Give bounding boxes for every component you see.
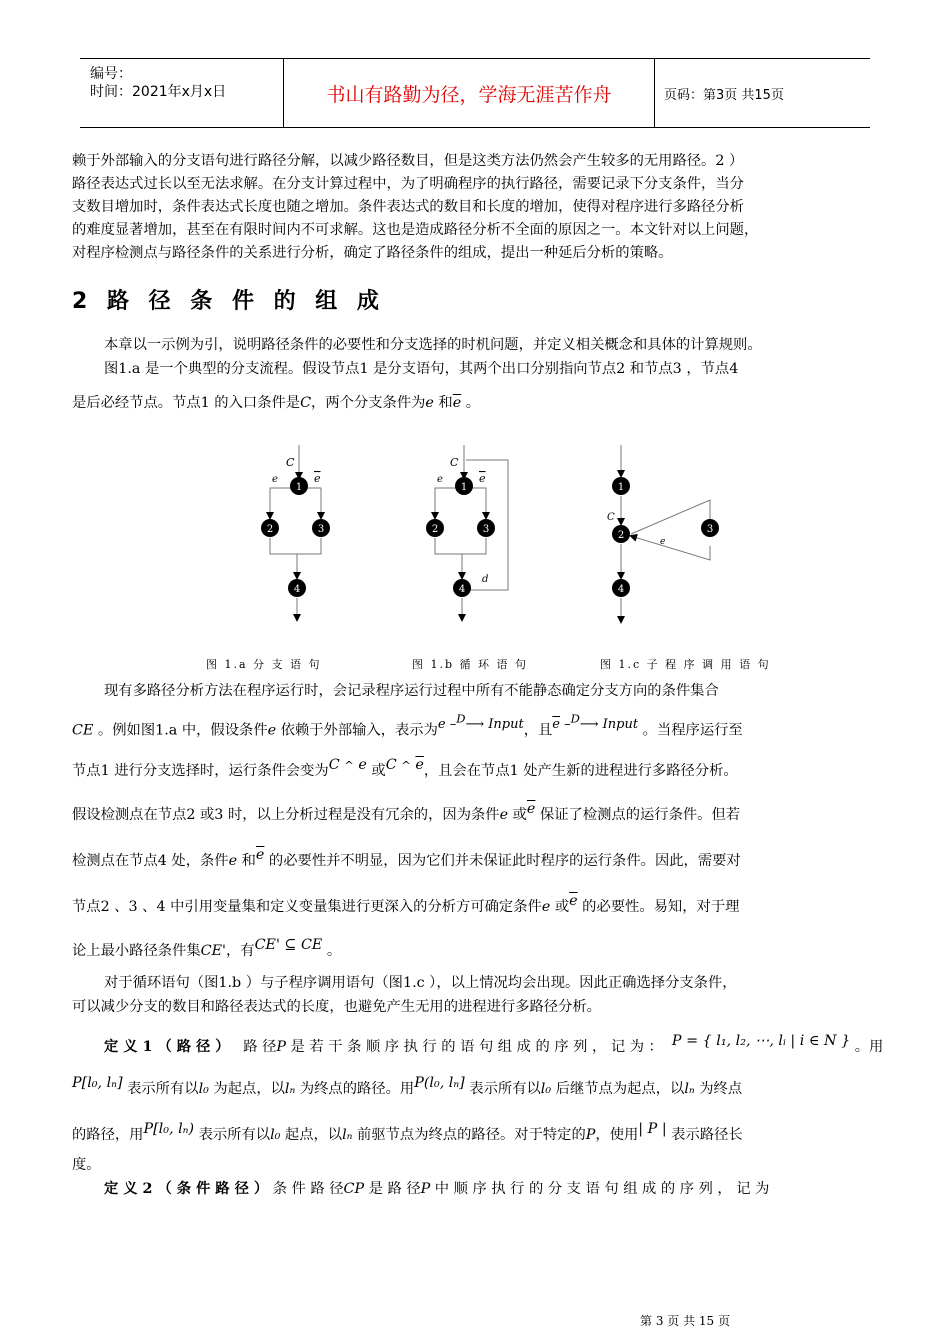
- para2-line: 节点1 进行分支选择时，运行条件会变为C ^ e 或C ^ $\overline{e}$，且会在节点1 处产生新的进程进行多路径分析。: [72, 757, 738, 779]
- para2-line: 论上最小路径条件集CE'，有CE' ⊆ CE 。: [72, 937, 342, 959]
- node-4: [288, 579, 306, 597]
- label-C: C: [450, 456, 459, 469]
- svg-text:4: 4: [458, 584, 466, 595]
- intro-line: 路径表达式过长以至无法求解。在分支计算过程中，为了明确程序的执行路径，需要记录下分支条件，当分: [72, 176, 744, 192]
- label-ebar: e: [314, 472, 321, 485]
- para3-line: 可以减少分支的数目和路径表达式的长度，也避免产生无用的进程进行多路径分析。: [72, 999, 601, 1015]
- para2-line: 假设检测点在节点2 或3 时，以上分析过程是没有冗余的，因为条件e 或$\overline{e}$ 保证了检测点的运行条件。但若: [72, 801, 741, 823]
- svg-text:3: 3: [706, 524, 714, 535]
- para2-line: 检测点在节点4 处，条件e 和$\overline{e}$ 的必要性并不明显，因为它们并未保证此时程序的运行条件。因此，需要对: [72, 847, 741, 869]
- intro-line: 赖于外部输入的分支语句进行路径分解，以减少路径数目，但是这类方法仍然会产生较多的无用路径。2 ）: [72, 153, 744, 169]
- svg-text:3: 3: [317, 524, 325, 535]
- definition-2: 定 义 2 （ 条 件 路 径 ） 条 件 路 径CP 是 路 径P 中 顺 序 执 行 的 分 支 语 句 组 成 的 序 列 ， 记 为: [104, 1181, 770, 1197]
- header-divider: [654, 59, 655, 127]
- intro-line: 对程序检测点与路径条件的关系进行分析，确定了路径条件的组成，提出一种延后分析的策略。: [72, 245, 673, 261]
- header-motto: 书山有路勤为径，学海无涯苦作舟: [326, 83, 612, 106]
- para1-line: 图1.a 是一个典型的分支流程。假设节点1 是分支语句，其两个出口分别指向节点2 和节点3 ，节点4: [104, 361, 739, 377]
- page-header: [80, 58, 870, 128]
- svg-text:4: 4: [617, 584, 625, 595]
- node-3: [312, 519, 330, 537]
- figure-caption: 图 1.c 子 程 序 调 用 语 句: [600, 658, 771, 671]
- definition-1: 定 义 1 （ 路 径 ） 路 径P 是 若 干 条 顺 序 执 行 的 语 句 组 成 的 序 列 ， 记 为 ： P = { l₁, l₂, ⋯, lᵢ | i ∈ N } 。用: [104, 1033, 884, 1055]
- svg-text:1: 1: [617, 482, 625, 493]
- svg-text:4: 4: [293, 584, 301, 595]
- label-ebar: e: [479, 472, 486, 485]
- definition-1-line: 的路径，用P[l₀, lₙ) 表示所有以l₀ 起点，以lₙ 前驱节点为终点的路径。对于特定的P，使用| P | 表示路径长: [72, 1121, 743, 1143]
- definition-1-label: 定 义 1 （ 路 径 ）: [104, 1039, 230, 1055]
- node-2: [261, 519, 279, 537]
- label-C: C: [607, 512, 615, 523]
- intro-line: 的难度显著增加，甚至在有限时间内不可求解。这也是造成路径分析不全面的原因之一。本文针对以上问题，: [72, 222, 759, 238]
- label-C: C: [286, 456, 295, 469]
- node-1: [290, 477, 308, 495]
- page-footer: 第 3 页 共 15 页: [640, 1314, 730, 1328]
- node-3: [701, 519, 719, 537]
- doc-time-label: 时间：2021年x月x日: [90, 84, 227, 100]
- label-e: e: [272, 474, 278, 485]
- header-meta: [80, 59, 293, 127]
- svg-text:2: 2: [266, 524, 274, 535]
- para1-line: 是后必经节点。节点1 的入口条件是C，两个分支条件为e 和$\overline{e}$ 。: [72, 395, 481, 411]
- input-formula: e –$^D$⟶ Input: [437, 712, 524, 733]
- para2-line: 现有多路径分析方法在程序运行时，会记录程序运行过程中所有不能静态确定分支方向的条件集合: [104, 683, 719, 699]
- definition-1-line: P[l₀, lₙ] 表示所有以l₀ 为起点，以lₙ 为终点的路径。用P(l₀, lₙ] 表示所有以l₀ 后继节点为起点，以lₙ 为终点: [72, 1075, 743, 1097]
- figure-caption: 图 1.b 循 环 语 句: [412, 658, 529, 671]
- para3-line: 对于循环语句（图1.b ）与子程序调用语句（图1.c ），以上情况均会出现。因此正确选择分支条件，: [104, 975, 737, 991]
- definition-1-line: 度。: [72, 1157, 101, 1173]
- para1-line: 本章以一示例为引，说明路径条件的必要性和分支选择的时机问题，并定义相关概念和具体的计算规则。: [104, 337, 762, 353]
- svg-text:2: 2: [431, 524, 439, 535]
- svg-text:1: 1: [460, 482, 468, 493]
- intro-line: 支数目增加时，条件表达式长度也随之增加。条件表达式的数目和长度的增加，使得对程序进行多路径分析: [72, 199, 744, 215]
- doc-number-label: 编号：: [90, 66, 132, 82]
- label-e: e: [660, 537, 666, 547]
- label-d: d: [482, 574, 489, 585]
- svg-text:3: 3: [482, 524, 490, 535]
- node-1: [455, 477, 473, 495]
- intro-paragraph: [72, 150, 880, 265]
- svg-text:1: 1: [295, 482, 303, 493]
- svg-text:2: 2: [617, 530, 625, 541]
- node-3: [477, 519, 495, 537]
- input-formula-neg: $\overline{e}$ –$^D$⟶ Input: [552, 712, 639, 733]
- path-formula: P = { l₁, l₂, ⋯, lᵢ | i ∈ N }: [671, 1033, 851, 1049]
- node-4: [453, 579, 471, 597]
- para2-line: CE 。例如图1.a 中，假设条件e 依赖于外部输入，表示为e –$^D$⟶ Input，且$\overline{e}$ –$^D$⟶ Input 。当程序运行至: [72, 712, 743, 739]
- flowchart-figure: [240, 440, 760, 650]
- label-e: e: [437, 474, 443, 485]
- para2-line: 节点2 、3 、4 中引用变量集和定义变量集进行更深入的分析方可确定条件e 或$\overline{e}$ 的必要性。易知，对于理: [72, 893, 740, 915]
- figure-caption: 图 1.a 分 支 语 句: [206, 658, 322, 671]
- section-heading: 2 路 径 条 件 的 组 成: [72, 289, 385, 314]
- definition-2-label: 定 义 2 （ 条 件 路 径 ）: [104, 1181, 269, 1197]
- header-page-number: 页码：第3页 共15页: [664, 87, 784, 103]
- node-2: [612, 525, 630, 543]
- node-2: [426, 519, 444, 537]
- node-1: [612, 477, 630, 495]
- node-4: [612, 579, 630, 597]
